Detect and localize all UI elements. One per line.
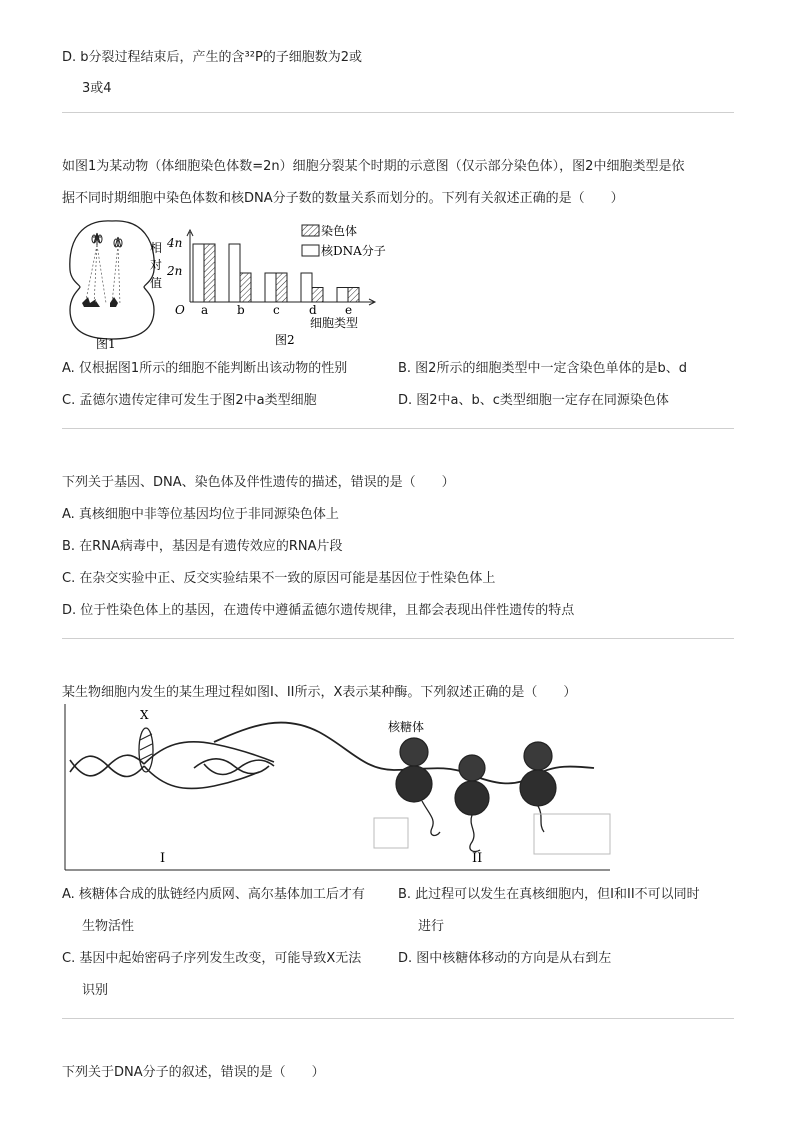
- legend-label-dna: 核DNA分子: [321, 244, 386, 258]
- bar-chromosome-a: [204, 244, 215, 302]
- divider: [62, 638, 734, 639]
- x-tick-label-b: b: [237, 303, 245, 317]
- bar-chromosome-e: [348, 288, 359, 303]
- figure-2-bar-chart: [145, 218, 415, 352]
- bar-dna-c: [265, 273, 276, 302]
- legend-label-chromosome: 染色体: [321, 224, 358, 238]
- q3-option-d[interactable]: D. 图中核糖体移动的方向是从右到左: [398, 951, 612, 966]
- q1-stem-line1: 如图1为某动物（体细胞染色体数=2n）细胞分裂某个时期的示意图（仅示部分染色体），图2中细胞类型是依: [62, 159, 685, 174]
- x-tick-label-e: e: [345, 303, 353, 317]
- figure-1-caption: 图1: [96, 337, 116, 350]
- q1-stem-line2: 据不同时期细胞中染色体数和核DNA分子数的数量关系而划分的。下列有关叙述正确的是（ ）: [62, 191, 624, 206]
- figure-2-caption: 图2: [275, 333, 295, 347]
- y-axis-label-2: 对: [150, 258, 163, 272]
- q0-option-d-line1: D. b分裂过程结束后，产生的含³²P的子细胞数为2或: [62, 50, 363, 65]
- divider: [62, 428, 734, 429]
- y-axis-label-3: 值: [150, 276, 163, 290]
- legend-swatch-dna: [302, 245, 319, 256]
- y-tick-label-4n: 4n: [167, 236, 183, 250]
- figure-transcription-translation: [64, 704, 612, 872]
- x-tick-label-c: c: [273, 303, 280, 317]
- x-tick-label-a: a: [201, 303, 209, 317]
- bar-dna-b: [229, 244, 240, 302]
- bar-dna-e: [337, 288, 348, 303]
- ribosome-label: 核糖体: [388, 720, 425, 734]
- q3-option-b-line2: 进行: [418, 919, 445, 934]
- q0-option-d-line2: 3或4: [82, 81, 112, 96]
- bar-chromosome-b: [240, 273, 251, 302]
- process-label-i: I: [160, 851, 166, 866]
- q1-option-a[interactable]: A. 仅根据图1所示的细胞不能判断出该动物的性别: [62, 361, 348, 376]
- q3-option-a-line2: 生物活性: [82, 919, 135, 934]
- bar-dna-d: [301, 273, 312, 302]
- bar-dna-a: [193, 244, 204, 302]
- y-tick-label-2n: 2n: [167, 264, 183, 278]
- bar-chromosome-d: [312, 288, 323, 303]
- q2-stem: 下列关于基因、DNA、染色体及伴性遗传的描述，错误的是（ ）: [62, 475, 455, 490]
- divider: [62, 1018, 734, 1019]
- divider: [62, 112, 734, 113]
- q1-option-b[interactable]: B. 图2所示的细胞类型中一定含染色单体的是b、d: [398, 361, 687, 376]
- bar-chromosome-c: [276, 273, 287, 302]
- legend-swatch-chromosome: [302, 225, 319, 236]
- q2-option-c[interactable]: C. 在杂交实验中正、反交实验结果不一致的原因可能是基因位于性染色体上: [62, 571, 496, 586]
- q3-option-c-line1[interactable]: C. 基因中起始密码子序列发生改变，可能导致X无法: [62, 951, 362, 966]
- q3-option-a-line1[interactable]: A. 核糖体合成的肽链经内质网、高尔基体加工后才有: [62, 887, 365, 902]
- q1-option-d[interactable]: D. 图2中a、b、c类型细胞一定存在同源染色体: [398, 393, 669, 408]
- x-tick-label-d: d: [309, 303, 317, 317]
- process-label-ii: II: [472, 851, 483, 866]
- q2-option-d[interactable]: D. 位于性染色体上的基因，在遗传中遵循孟德尔遗传规律，且都会表现出伴性遗传的特点: [62, 603, 575, 618]
- q3-option-c-line2: 识别: [82, 983, 109, 998]
- enzyme-x-label: X: [140, 708, 149, 722]
- q3-stem: 某生物细胞内发生的某生理过程如图I、II所示，X表示某种酶。下列叙述正确的是（ ）: [62, 685, 577, 700]
- q2-option-a[interactable]: A. 真核细胞中非等位基因均位于非同源染色体上: [62, 507, 339, 522]
- q4-stem: 下列关于DNA分子的叙述，错误的是（ ）: [62, 1065, 325, 1080]
- origin-label: O: [175, 303, 185, 317]
- x-axis-label: 细胞类型: [310, 316, 359, 330]
- y-axis-label-1: 相: [150, 241, 163, 255]
- q2-option-b[interactable]: B. 在RNA病毒中，基因是有遗传效应的RNA片段: [62, 539, 343, 554]
- q3-option-b-line1[interactable]: B. 此过程可以发生在真核细胞内，但I和II不可以同时: [398, 887, 700, 902]
- q1-option-c[interactable]: C. 孟德尔遗传定律可发生于图2中a类型细胞: [62, 393, 317, 408]
